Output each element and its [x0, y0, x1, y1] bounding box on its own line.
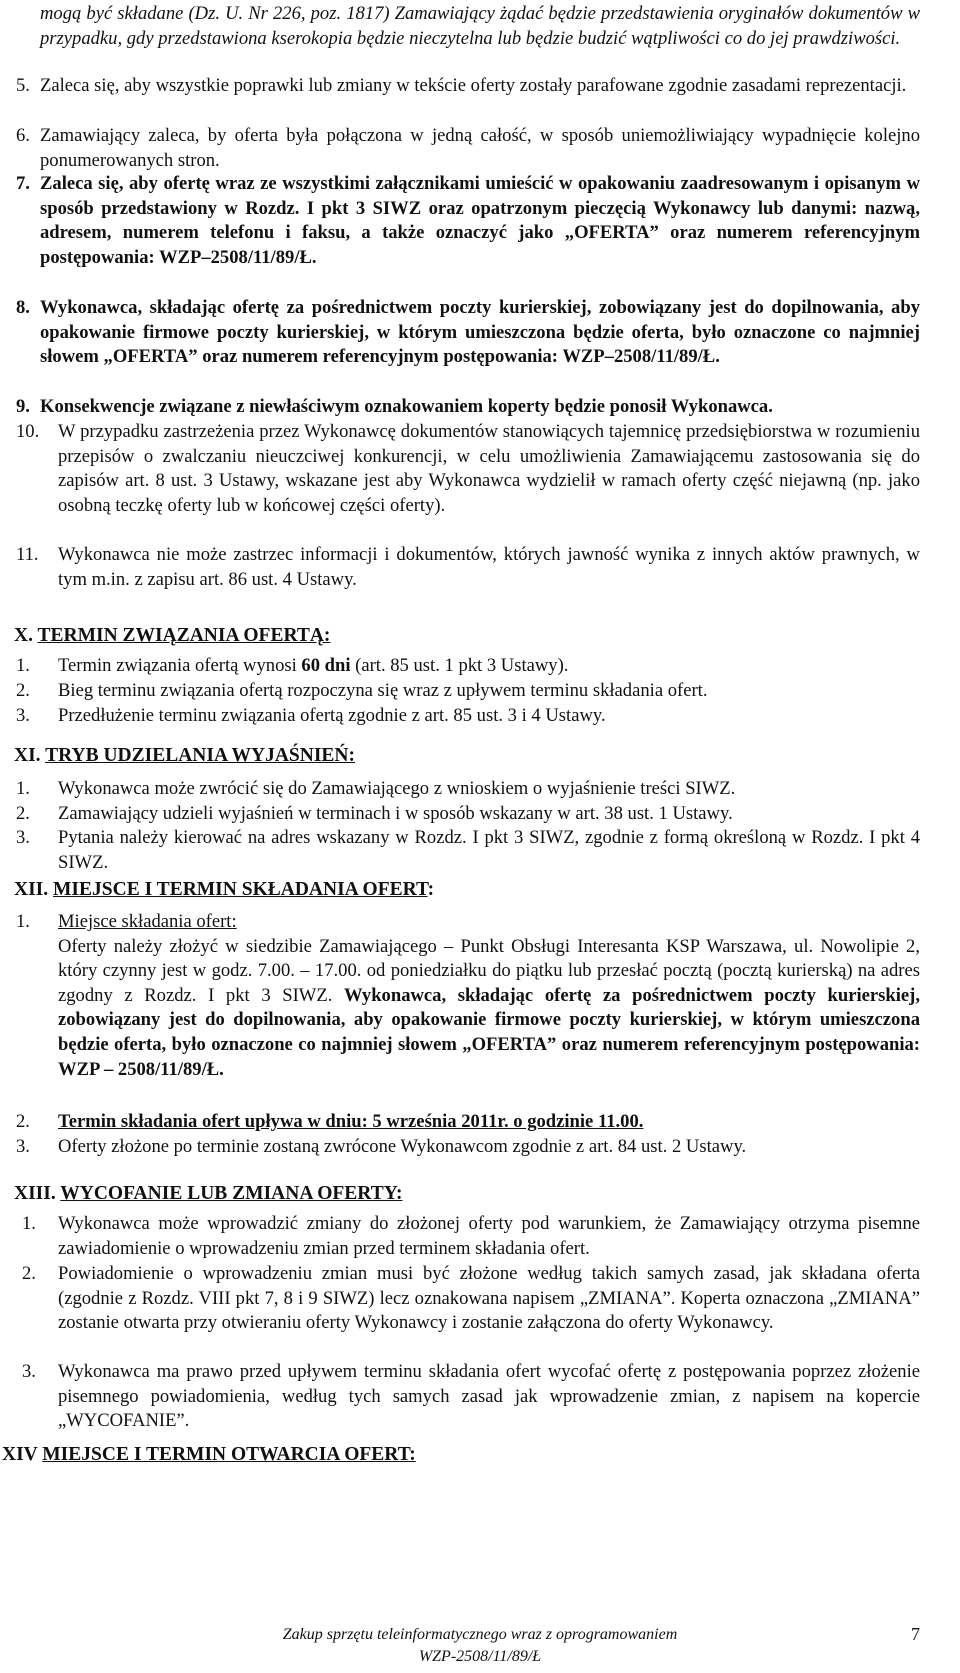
section-number: XII.	[14, 879, 49, 900]
item-text-part: (art. 85 ust. 1 pkt 3 Ustawy).	[350, 655, 569, 676]
item-text: Wykonawca może wprowadzić zmiany do złożonej oferty pod warunkiem, że Zamawiający otrzyma pisemne zawiadomienie o wprowadzeniu zmian przed terminem składania ofert.	[58, 1213, 920, 1259]
intro-paragraph: mogą być składane (Dz. U. Nr 226, poz. 1817) Zamawiający żądać będzie przedstawienia oryginałów dokumentów w przypadku, gdy przedstawiona kserokopia będzie nieczytelna lub będzie budzić wątpliwości co do jej prawdziwości.	[40, 3, 920, 49]
item-number: 1.	[16, 655, 30, 676]
list-item	[16, 1110, 920, 1135]
section-heading-x	[14, 623, 330, 649]
item-text: Pytania należy kierować na adres wskazany w Rozdz. I pkt 3 SIWZ, zgodnie z formą określoną w Rozdz. I pkt 4 SIWZ.	[58, 827, 920, 873]
list-item	[16, 679, 920, 704]
item-label: Miejsce składania ofert:	[58, 911, 237, 932]
list-item	[16, 826, 920, 875]
item-text-part: Termin związania ofertą wynosi	[58, 655, 302, 676]
item-number: 5.	[16, 75, 30, 96]
section-title: TERMIN ZWIĄZANIA OFERTĄ:	[37, 625, 331, 646]
item-text	[58, 910, 920, 1082]
item-number: 2.	[16, 680, 30, 701]
list-item	[16, 910, 920, 1082]
item-text: Zamawiający zaleca, by oferta była połączona w jedną całość, w sposób uniemożliwiający wypadnięcie kolejno ponumerowanych stron.	[40, 125, 920, 171]
list-item	[16, 777, 920, 802]
item-number: 6.	[16, 125, 30, 146]
section-number: X.	[14, 625, 33, 646]
item-text	[58, 654, 920, 679]
item-text: Zaleca się, aby ofertę wraz ze wszystkimi załącznikami umieścić w opakowaniu zaadresowanym i opisanym w sposób przedstawiony w Rozdz. I pkt 3 SIWZ oraz opatrzonym pieczęcią Wykonawcy lub danymi: nazwą, adresem, numerem telefonu i faksu, a także oznaczyć jako „OFERTA” oraz numerem referencyjnym postępowania: WZP–2508/11/89/Ł.	[40, 173, 920, 268]
item-number: 1.	[16, 778, 30, 799]
item-body	[58, 935, 920, 1083]
section-heading-xiii	[14, 1181, 403, 1207]
item-number: 10.	[16, 421, 40, 442]
item-number: 2.	[22, 1263, 36, 1284]
item-text: Oferty złożone po terminie zostaną zwrócone Wykonawcom zgodnie z art. 84 ust. 2 Ustawy.	[58, 1136, 747, 1157]
section-title-colon: :	[427, 879, 435, 900]
item-text-bold: Wykonawca, składając ofertę za pośrednictwem poczty kurierskiej, zobowiązany jest do dopilnowania, aby opakowanie firmowe poczty kurierskiej, w którym umieszczona będzie oferta, było oznaczone co najmniej słowem „OFERTA” oraz numerem referencyjnym postępowania: WZP – 2508/11/89/Ł.	[58, 984, 920, 1080]
list-item	[16, 1262, 920, 1336]
item-text: Zamawiający udzieli wyjaśnień w terminach i w sposób wskazany w art. 38 ust. 1 Ustawy.	[58, 803, 733, 824]
page-footer	[0, 1624, 960, 1668]
item-number: 3.	[16, 705, 30, 726]
footer-reference: WZP-2508/11/89/Ł	[418, 1648, 542, 1665]
section-number: XIV	[2, 1444, 38, 1465]
item-number: 3.	[16, 1136, 30, 1157]
list-item	[16, 172, 920, 270]
item-text: W przypadku zastrzeżenia przez Wykonawcę dokumentów stanowiących tajemnicę przedsiębiorstwa w rozumieniu przepisów o zwalczaniu nieuczciwej konkurencji, w celu umożliwienia Zamawiającemu zastosowania się do zapisów art. 8 ust. 3 Ustawy, wskazane jest aby Wykonawca wydzielił w ramach oferty część niejawną (np. jako osobną teczkę oferty lub w końcowej części oferty).	[58, 421, 920, 516]
item-text: Wykonawca, składając ofertę za pośrednictwem poczty kurierskiej, zobowiązany jest do dopilnowania, aby opakowanie firmowe poczty kurierskiej, w którym umieszczona będzie oferta, było oznaczone co najmniej słowem „OFERTA” oraz numerem referencyjnym postępowania: WZP–2508/11/89/Ł.	[40, 297, 920, 368]
list-item	[16, 420, 920, 518]
list-item	[16, 124, 920, 173]
list-item	[16, 1360, 920, 1434]
section-heading-xiv	[2, 1442, 416, 1468]
section-title: TRYB UDZIELANIA WYJAŚNIEŃ:	[45, 745, 356, 766]
item-number: 1.	[22, 1213, 36, 1234]
item-text-part: Oferty należy złożyć w siedzibie Zamawiającego – Punkt Obsługi Interesanta KSP Warszawa, ul. Nowolipie 2, który czynny jest w godz. 7.00. – 17.00. od poniedziałku do piątku lub przesłać pocztą (pocztą kurierską) na adres zgodny z Rozdz. I pkt 3 SIWZ.	[58, 935, 920, 1006]
item-text: Bieg terminu związania ofertą rozpoczyna się wraz z upływem terminu składania ofert.	[58, 680, 708, 701]
item-text: Powiadomienie o wprowadzeniu zmian musi być złożone według takich samych zasad, jak składana oferta (zgodnie z Rozdz. VIII pkt 7, 8 i 9 SIWZ) lecz oznakowana napisem „ZMIANA”. Koperta oznaczona „ZMIANA” zostanie otwarta przy otwieraniu oferty Wykonawcy i zostanie załączona do oferty Wykonawcy.	[58, 1263, 920, 1334]
item-number: 7.	[16, 173, 30, 194]
list-item	[16, 1135, 920, 1160]
list-item	[16, 1212, 920, 1261]
item-number: 3.	[16, 827, 30, 848]
item-number: 9.	[16, 396, 30, 417]
item-number: 2.	[16, 803, 30, 824]
item-text: Zaleca się, aby wszystkie poprawki lub zmiany w tekście oferty zostały parafowane zgodnie zasadami reprezentacji.	[40, 75, 907, 96]
item-number: 1.	[16, 911, 30, 932]
page-number: 7	[911, 1624, 920, 1644]
item-number: 8.	[16, 297, 30, 318]
item-text: Konsekwencje związane z niewłaściwym oznakowaniem koperty będzie ponosił Wykonawca.	[40, 396, 773, 417]
section-title: MIEJSCE I TERMIN OTWARCIA OFERT:	[42, 1444, 416, 1465]
list-item	[16, 296, 920, 370]
item-number: 11.	[16, 544, 39, 565]
item-text: Wykonawca może zwrócić się do Zamawiającego z wnioskiem o wyjaśnienie treści SIWZ.	[58, 778, 736, 799]
section-title: MIEJSCE I TERMIN SKŁADANIA OFERT	[53, 879, 428, 900]
list-item	[16, 543, 920, 592]
item-number: 2.	[16, 1111, 30, 1132]
item-number: 3.	[22, 1361, 36, 1382]
section-number: XIII.	[14, 1183, 56, 1204]
section-number: XI.	[14, 745, 41, 766]
list-item	[16, 74, 920, 99]
section-heading-xi	[14, 743, 355, 769]
section-heading-xii	[14, 877, 434, 903]
list-item	[16, 395, 920, 420]
item-text: Wykonawca ma prawo przed upływem terminu składania ofert wycofać ofertę z postępowania poprzez złożenie pisemnego powiadomienia, według tych samych zasad jak wprowadzenie zmian, z napisem na kopercie „WYCOFANIE”.	[58, 1361, 920, 1432]
item-text: Wykonawca nie może zastrzec informacji i dokumentów, których jawność wynika z innych aktów prawnych, w tym m.in. z zapisu art. 86 ust. 4 Ustawy.	[58, 544, 920, 590]
item-text: Termin składania ofert upływa w dniu: 5 września 2011r. o godzinie 11.00.	[58, 1111, 644, 1132]
list-item	[16, 654, 920, 679]
list-item	[16, 704, 920, 729]
section-title: WYCOFANIE LUB ZMIANA OFERTY:	[60, 1183, 403, 1204]
item-text: Przedłużenie terminu związania ofertą zgodnie z art. 85 ust. 3 i 4 Ustawy.	[58, 705, 606, 726]
list-item	[16, 802, 920, 827]
footer-title: Zakup sprzętu teleinformatycznego wraz z oprogramowaniem	[282, 1626, 678, 1643]
item-text-bold: 60 dni	[301, 655, 351, 676]
